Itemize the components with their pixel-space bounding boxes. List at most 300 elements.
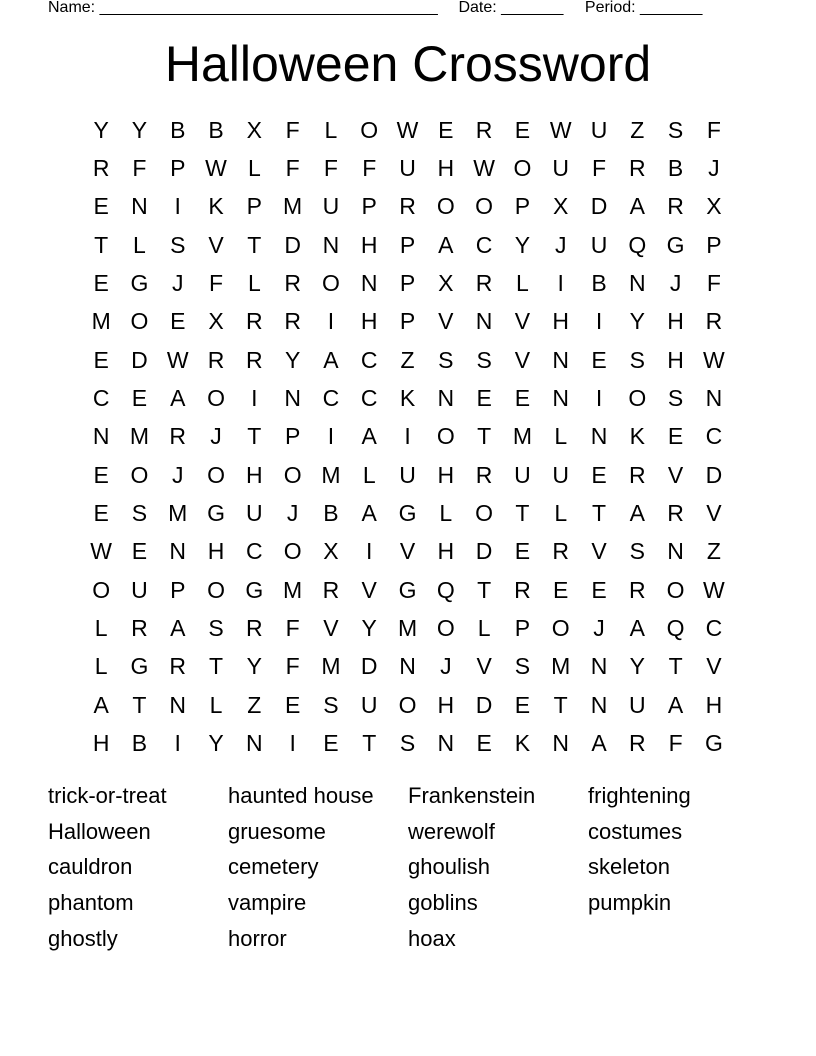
grid-letter: R — [246, 346, 263, 373]
grid-letter: N — [475, 308, 493, 335]
word-bank-item: ghoulish — [408, 854, 490, 880]
grid-letter: H — [667, 308, 684, 335]
grid-letter: M — [168, 500, 188, 527]
grid-letter: U — [552, 155, 570, 182]
grid-letter: E — [514, 116, 531, 143]
grid-letter: O — [436, 193, 455, 220]
word-bank-item: goblins — [408, 890, 478, 916]
grid-letter: V — [361, 576, 377, 603]
grid-letter: A — [629, 193, 645, 220]
grid-letter: R — [628, 461, 646, 488]
grid-letter: T — [132, 691, 147, 718]
grid-letter: M — [321, 653, 341, 680]
grid-letter: O — [92, 576, 111, 603]
grid-letter: E — [323, 730, 339, 757]
grid-letter: O — [628, 385, 647, 412]
grid-letter: Z — [630, 116, 645, 143]
grid-letter: R — [705, 308, 723, 335]
grid-letter: W — [90, 538, 112, 565]
grid-letter: E — [514, 538, 531, 565]
grid-letter: E — [591, 576, 607, 603]
grid-letter: P — [399, 308, 416, 335]
grid-letter: G — [245, 576, 264, 603]
grid-letter: U — [628, 691, 646, 718]
grid-letter: N — [131, 193, 148, 220]
grid-letter: M — [512, 423, 532, 450]
grid-letter: O — [283, 461, 302, 488]
grid-letter: S — [514, 653, 531, 680]
grid-letter: E — [476, 385, 492, 412]
grid-letter: N — [705, 385, 723, 412]
grid-letter: R — [169, 423, 187, 450]
grid-letter: A — [170, 385, 186, 412]
word-bank-item: skeleton — [588, 854, 670, 880]
period-field-label: Period: _______ — [584, 0, 703, 16]
grid-letter: T — [247, 231, 262, 258]
grid-letter: L — [133, 231, 146, 258]
grid-letter: E — [514, 691, 531, 718]
grid-letter: F — [706, 270, 721, 297]
grid-letter: P — [170, 155, 186, 182]
grid-letter: M — [551, 653, 571, 680]
grid-letter: P — [399, 270, 416, 297]
word-bank-item: pumpkin — [588, 890, 672, 916]
grid-letter: Q — [666, 615, 685, 642]
grid-letter: O — [207, 576, 225, 603]
grid-letter: L — [516, 270, 529, 297]
grid-letter: F — [209, 270, 224, 297]
grid-letter: V — [706, 653, 722, 680]
grid-letter: B — [170, 116, 186, 143]
grid-letter: B — [591, 270, 607, 297]
grid-letter: G — [398, 576, 417, 603]
grid-letter: P — [284, 423, 301, 450]
grid-letter: X — [438, 270, 454, 297]
grid-letter: S — [323, 691, 339, 718]
grid-letter: O — [360, 116, 379, 143]
grid-letter: T — [94, 231, 109, 258]
grid-letter: I — [595, 308, 603, 335]
grid-letter: S — [629, 538, 645, 565]
grid-letter: R — [246, 308, 263, 335]
grid-letter: I — [251, 385, 258, 412]
grid-letter: J — [286, 500, 299, 527]
grid-letter: F — [591, 155, 607, 182]
grid-letter: N — [399, 653, 416, 680]
grid-letter: A — [438, 231, 454, 258]
grid-letter: A — [667, 691, 684, 718]
grid-letter: L — [439, 500, 453, 527]
grid-letter: R — [667, 193, 684, 220]
grid-letter: U — [399, 461, 416, 488]
grid-letter: J — [171, 270, 184, 297]
grid-letter: D — [590, 193, 608, 220]
grid-letter: S — [399, 730, 416, 757]
grid-letter: J — [171, 461, 184, 488]
grid-letter: R — [322, 576, 340, 603]
word-bank — [48, 778, 768, 956]
grid-letter: R — [628, 155, 646, 182]
grid-letter: F — [132, 155, 147, 182]
grid-letter: E — [93, 500, 109, 527]
grid-letter: S — [629, 346, 645, 373]
grid-letter: U — [590, 116, 608, 143]
grid-letter: S — [170, 231, 186, 258]
grid-letter: T — [591, 500, 607, 527]
grid-letter: I — [174, 193, 181, 220]
word-bank-item: vampire — [228, 890, 307, 916]
word-bank-item: costumes — [588, 818, 683, 844]
grid-letter: E — [514, 385, 531, 412]
grid-letter: X — [323, 538, 339, 565]
grid-letter: I — [174, 730, 181, 757]
grid-letter: E — [131, 385, 148, 412]
word-bank-item: horror — [228, 925, 287, 951]
grid-letter: N — [552, 346, 570, 373]
grid-letter: H — [437, 461, 455, 488]
grid-letter: R — [514, 576, 531, 603]
word-bank-item: cemetery — [228, 854, 319, 880]
grid-letter: I — [366, 538, 373, 565]
grid-letter: O — [475, 500, 494, 527]
grid-letter: S — [438, 346, 454, 373]
grid-letter: C — [246, 538, 263, 565]
grid-letter: A — [629, 500, 645, 527]
grid-letter: U — [360, 691, 378, 718]
grid-letter: S — [667, 116, 684, 143]
grid-letter: H — [437, 538, 455, 565]
word-bank-item: frightening — [588, 783, 691, 808]
grid-letter: W — [703, 576, 725, 603]
grid-letter: W — [396, 116, 419, 143]
grid-letter: G — [130, 270, 149, 297]
grid-letter: R — [207, 346, 225, 373]
grid-letter: A — [323, 346, 339, 373]
grid-letter: N — [437, 385, 455, 412]
grid-letter: O — [321, 270, 340, 297]
grid-letter: D — [360, 653, 378, 680]
grid-letter: G — [666, 231, 685, 258]
grid-letter: G — [704, 730, 723, 757]
word-search-grid — [82, 111, 733, 763]
grid-letter: N — [667, 538, 684, 565]
grid-letter: Y — [246, 653, 262, 680]
grid-letter: R — [475, 461, 493, 488]
grid-letter: X — [208, 308, 224, 335]
grid-letter: K — [399, 385, 416, 412]
grid-letter: D — [131, 346, 148, 373]
grid-letter: J — [593, 615, 605, 642]
grid-letter: O — [130, 461, 149, 488]
grid-letter: D — [475, 691, 493, 718]
word-bank-item: haunted house — [228, 783, 374, 808]
grid-letter: R — [131, 615, 148, 642]
grid-letter: E — [131, 538, 148, 565]
grid-letter: F — [323, 155, 338, 182]
grid-letter: S — [476, 346, 492, 373]
grid-letter: N — [552, 385, 570, 412]
grid-letter: J — [440, 653, 452, 680]
grid-letter: E — [476, 730, 492, 757]
grid-letter: E — [284, 691, 301, 718]
grid-letter: N — [552, 730, 570, 757]
grid-letter: V — [399, 538, 416, 565]
grid-letter: W — [473, 155, 495, 182]
grid-letter: T — [209, 653, 224, 680]
grid-letter: X — [706, 193, 722, 220]
grid-letter: C — [92, 385, 110, 412]
grid-letter: L — [247, 155, 261, 182]
grid-letter: E — [93, 270, 109, 297]
grid-letter: W — [703, 346, 725, 373]
word-bank-item: trick-or-treat — [48, 783, 167, 808]
grid-letter: R — [475, 116, 493, 143]
grid-letter: O — [436, 423, 455, 450]
grid-letter: T — [247, 423, 262, 450]
grid-letter: V — [514, 308, 531, 335]
grid-letter: A — [361, 423, 377, 450]
grid-letter: V — [208, 231, 224, 258]
grid-letter: T — [477, 576, 492, 603]
grid-letter: L — [94, 615, 108, 642]
grid-letter: V — [514, 346, 531, 373]
grid-letter: Y — [629, 653, 645, 680]
grid-letter: H — [705, 691, 723, 718]
grid-letter: Z — [706, 538, 721, 565]
grid-letter: F — [285, 116, 300, 143]
grid-letter: K — [629, 423, 645, 450]
grid-letter: I — [289, 730, 296, 757]
grid-letter: L — [324, 116, 338, 143]
grid-letter: Q — [436, 576, 455, 603]
grid-letter: O — [207, 461, 225, 488]
grid-letter: R — [92, 155, 110, 182]
grid-letter: E — [553, 576, 569, 603]
grid-letter: O — [283, 538, 302, 565]
grid-letter: U — [552, 461, 570, 488]
grid-letter: V — [476, 653, 492, 680]
grid-letter: J — [669, 270, 682, 297]
grid-letter: R — [284, 270, 301, 297]
grid-letter: F — [706, 116, 721, 143]
grid-letter: U — [131, 576, 148, 603]
grid-letter: T — [362, 730, 377, 757]
word-bank-item: werewolf — [408, 818, 495, 844]
grid-letter: N — [322, 231, 340, 258]
grid-letter: R — [628, 576, 646, 603]
word-bank-item: Frankenstein — [408, 783, 536, 808]
grid-letter: R — [284, 308, 301, 335]
grid-letter: A — [361, 500, 377, 527]
grid-letter: M — [283, 193, 303, 220]
grid-letter: O — [475, 193, 494, 220]
grid-letter: P — [514, 193, 531, 220]
grid-letter: D — [705, 461, 723, 488]
grid-letter: C — [322, 385, 340, 412]
grid-letter: X — [246, 116, 262, 143]
grid-letter: L — [477, 615, 491, 642]
grid-letter: A — [591, 730, 607, 757]
grid-letter: H — [360, 308, 378, 335]
grid-letter: E — [438, 116, 454, 143]
grid-letter: N — [628, 270, 646, 297]
grid-letter: N — [284, 385, 301, 412]
grid-letter: E — [591, 461, 607, 488]
grid-letter: L — [209, 691, 223, 718]
grid-letter: R — [399, 193, 416, 220]
grid-letter: D — [475, 538, 493, 565]
grid-letter: G — [130, 653, 149, 680]
grid-letter: A — [629, 615, 645, 642]
grid-letter: H — [92, 730, 110, 757]
grid-letter: C — [705, 423, 723, 450]
grid-letter: E — [170, 308, 186, 335]
grid-letter: M — [397, 615, 418, 642]
grid-letter: R — [169, 653, 187, 680]
grid-letter: T — [477, 423, 492, 450]
word-bank-item: gruesome — [228, 818, 326, 844]
grid-letter: B — [323, 500, 339, 527]
grid-letter: I — [327, 423, 335, 450]
grid-letter: Y — [361, 615, 377, 642]
grid-letter: W — [205, 155, 227, 182]
grid-letter: O — [207, 385, 225, 412]
grid-letter: I — [327, 308, 335, 335]
grid-letter: W — [549, 116, 572, 143]
grid-letter: H — [246, 461, 263, 488]
grid-letter: R — [552, 538, 570, 565]
grid-letter: C — [360, 385, 378, 412]
grid-letter: T — [668, 653, 683, 680]
grid-letter: B — [208, 116, 224, 143]
grid-letter: E — [667, 423, 684, 450]
grid-letter: N — [169, 691, 187, 718]
grid-letter: C — [360, 346, 378, 373]
grid-letter: M — [321, 461, 341, 488]
grid-letter: Y — [208, 730, 224, 757]
grid-letter: O — [666, 576, 685, 603]
grid-letter: R — [475, 270, 493, 297]
grid-letter: L — [554, 423, 568, 450]
grid-letter: P — [706, 231, 722, 258]
grid-letter: Y — [93, 116, 109, 143]
grid-letter: R — [246, 615, 263, 642]
grid-letter: D — [284, 231, 301, 258]
grid-letter: L — [554, 500, 568, 527]
grid-letter: M — [91, 308, 111, 335]
grid-letter: U — [322, 193, 340, 220]
grid-letter: C — [705, 615, 723, 642]
grid-letter: I — [557, 270, 564, 297]
word-bank-item: phantom — [48, 890, 134, 916]
grid-letter: N — [590, 691, 608, 718]
grid-letter: A — [93, 691, 109, 718]
grid-letter: W — [166, 346, 189, 373]
grid-letter: E — [93, 461, 109, 488]
grid-letter: S — [208, 615, 224, 642]
grid-letter: U — [514, 461, 531, 488]
grid-letter: T — [553, 691, 568, 718]
grid-letter: V — [323, 615, 339, 642]
grid-letter: R — [667, 500, 684, 527]
grid-letter: V — [706, 500, 722, 527]
name-field-label: Name: ______________________________________ — [48, 0, 438, 16]
grid-letter: U — [590, 231, 608, 258]
grid-letter: E — [93, 193, 109, 220]
grid-letter: Y — [284, 346, 301, 373]
grid-letter: A — [170, 615, 186, 642]
grid-letter: O — [398, 691, 417, 718]
grid-letter: J — [210, 423, 222, 450]
page-title: Halloween Crossword — [164, 36, 652, 92]
grid-letter: M — [283, 576, 303, 603]
grid-letter: L — [247, 270, 261, 297]
grid-letter: G — [207, 500, 225, 527]
grid-letter: I — [595, 385, 603, 412]
grid-letter: Y — [514, 231, 531, 258]
grid-letter: N — [169, 538, 187, 565]
grid-letter: L — [362, 461, 376, 488]
grid-letter: K — [208, 193, 224, 220]
grid-letter: E — [93, 346, 109, 373]
grid-letter: N — [92, 423, 110, 450]
grid-letter: N — [246, 730, 263, 757]
grid-letter: B — [131, 730, 148, 757]
grid-letter: F — [668, 730, 683, 757]
grid-letter: F — [362, 155, 377, 182]
grid-letter: J — [554, 231, 567, 258]
grid-letter: N — [360, 270, 378, 297]
grid-letter: R — [628, 730, 646, 757]
grid-letter: O — [436, 615, 455, 642]
grid-letter: Z — [400, 346, 415, 373]
grid-letter: F — [285, 653, 300, 680]
grid-letter: L — [94, 653, 108, 680]
grid-letter: P — [246, 193, 262, 220]
word-bank-item: cauldron — [48, 854, 133, 880]
grid-letter: M — [129, 423, 150, 450]
grid-letter: F — [285, 155, 300, 182]
grid-letter: O — [513, 155, 532, 182]
grid-letter: H — [360, 231, 378, 258]
grid-letter: N — [590, 653, 608, 680]
grid-letter: P — [361, 193, 377, 220]
grid-letter: N — [437, 730, 455, 757]
grid-letter: X — [553, 193, 569, 220]
grid-letter: Z — [247, 691, 262, 718]
grid-letter: Y — [629, 308, 645, 335]
grid-letter: V — [591, 538, 607, 565]
grid-letter: P — [514, 615, 531, 642]
grid-letter: P — [170, 576, 186, 603]
grid-letter: S — [667, 385, 684, 412]
grid-letter: H — [207, 538, 225, 565]
grid-letter: V — [667, 461, 684, 488]
word-bank-item: Halloween — [48, 818, 151, 844]
grid-letter: P — [399, 231, 416, 258]
grid-letter: K — [514, 730, 531, 757]
grid-letter: E — [591, 346, 607, 373]
date-field-label: Date: _______ — [458, 0, 564, 16]
grid-letter: O — [130, 308, 149, 335]
grid-letter: H — [667, 346, 684, 373]
grid-letter: U — [246, 500, 263, 527]
grid-letter: H — [437, 155, 455, 182]
student-info-header — [48, 0, 702, 18]
grid-letter: H — [437, 691, 455, 718]
word-bank-item: ghostly — [48, 925, 118, 951]
grid-letter: S — [131, 500, 148, 527]
